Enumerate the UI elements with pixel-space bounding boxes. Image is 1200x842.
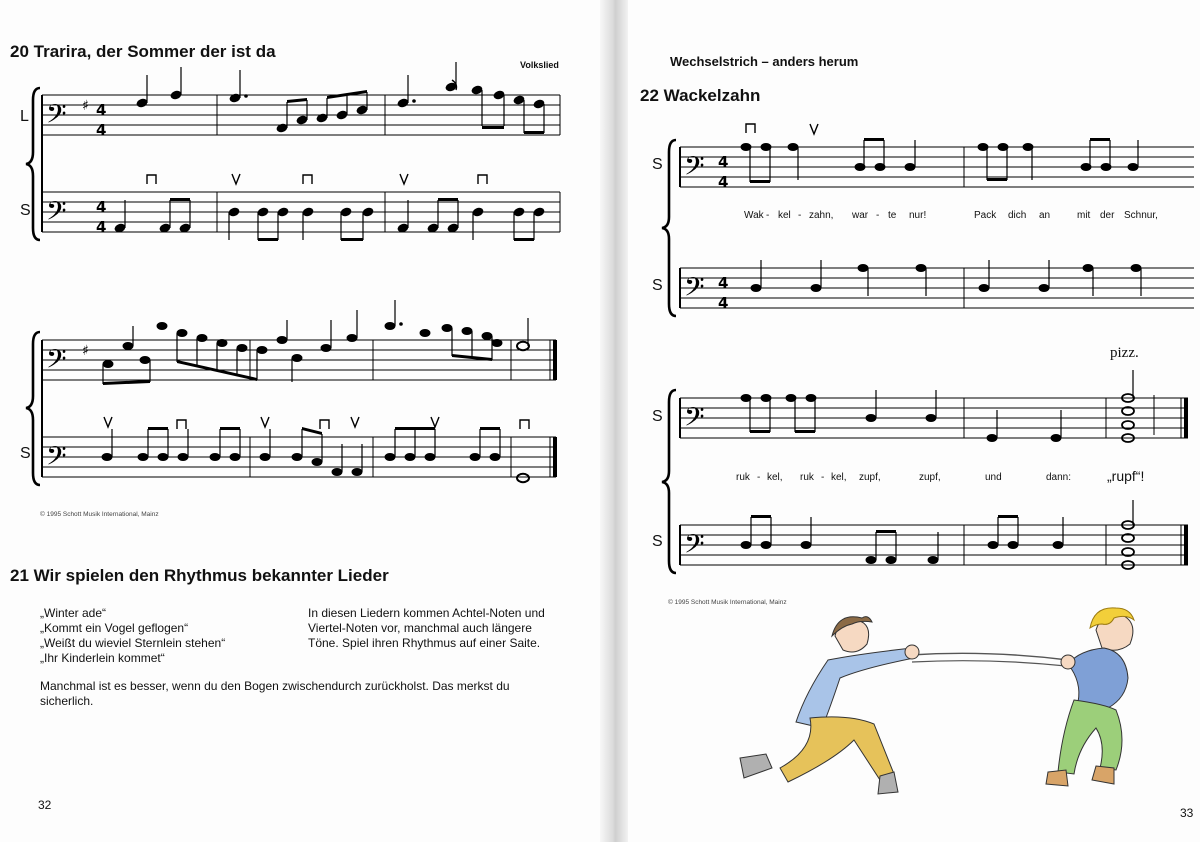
svg-text:4: 4: [96, 101, 107, 119]
copyright-notice: © 1995 Schott Musik International, Mainz: [40, 511, 159, 518]
text-line: sicherlich.: [40, 694, 94, 708]
svg-text:4: 4: [96, 121, 107, 139]
song-item: „Ihr Kinderlein kommet“: [40, 651, 165, 665]
staff-label: S: [652, 533, 663, 550]
svg-text:𝄢: 𝄢: [684, 401, 705, 439]
svg-text:𝄢: 𝄢: [46, 343, 67, 381]
staff-label: L: [20, 108, 29, 125]
exercise-number: 21: [10, 566, 29, 585]
tug-of-war-illustration: [628, 0, 1200, 842]
text-line: In diesen Liedern kommen Achtel-Noten und: [308, 606, 545, 620]
song-item: „Weißt du wieviel Sternlein stehen“: [40, 636, 226, 650]
copyright-notice: © 1995 Schott Musik International, Mainz: [668, 599, 787, 606]
staff-label: S: [652, 156, 663, 173]
svg-text:𝄢: 𝄢: [684, 528, 705, 566]
song-item: „Kommt ein Vogel geflogen“: [40, 621, 189, 635]
lyric-hyphen: -: [766, 210, 770, 221]
lyric-syllable: Wak: [744, 210, 764, 221]
svg-text:4: 4: [718, 153, 729, 171]
svg-text:𝄢: 𝄢: [684, 150, 705, 188]
book-gutter: [600, 0, 628, 842]
song-origin: Volkslied: [520, 60, 559, 70]
lyric-syllable: an: [1039, 210, 1051, 221]
song-list: [40, 606, 225, 666]
lyric-syllable: ruk: [800, 472, 814, 483]
lyric-hyphen: -: [876, 210, 880, 221]
svg-text:4: 4: [96, 198, 107, 216]
lyric-syllable: zupf,: [859, 472, 881, 483]
svg-text:♯: ♯: [82, 343, 89, 359]
lyric-syllable: war: [852, 210, 869, 221]
svg-text:4: 4: [718, 274, 729, 292]
lyric-syllable: mit: [1077, 210, 1091, 221]
exercise-21-explanation: [308, 606, 545, 651]
lyric-syllable: zahn,: [809, 210, 834, 221]
svg-text:4: 4: [718, 173, 729, 191]
svg-text:𝄢: 𝄢: [46, 440, 67, 478]
lyric-hyphen: -: [757, 472, 761, 483]
staff-label: S: [652, 277, 663, 294]
text-line: Manchmal ist es besser, wenn du den Bogen zwischendurch zurückholst. Das merkst du: [40, 679, 510, 693]
lyric-hyphen: -: [821, 472, 825, 483]
lyric-syllable: kel,: [767, 472, 783, 483]
exercise-21-heading: [10, 566, 389, 586]
svg-text:𝄢: 𝄢: [684, 271, 705, 309]
staff-label: S: [652, 408, 663, 425]
shout-text: „rupf“!: [1107, 468, 1145, 484]
bow-hint: [40, 679, 510, 709]
lyric-syllable: dann:: [1046, 472, 1072, 483]
page-number: 32: [38, 798, 52, 812]
exercise-title: Wir spielen den Rhythmus bekannter Lieder: [33, 566, 389, 585]
svg-text:4: 4: [718, 294, 729, 312]
lyric-hyphen: -: [798, 210, 802, 221]
right-boy-figure: [1046, 608, 1134, 786]
right-page: [628, 0, 1200, 842]
svg-text:𝄢: 𝄢: [46, 195, 67, 233]
svg-text:♯: ♯: [82, 98, 89, 114]
exercise-number: 20: [10, 42, 29, 61]
staff-label: S: [20, 202, 31, 219]
left-boy-figure: [740, 617, 919, 794]
text-line: Töne. Spiel ihren Rhythmus auf einer Saite.: [308, 636, 541, 650]
lyric-syllable: te: [888, 210, 897, 221]
staff-label: S: [20, 445, 31, 462]
lyric-syllable: zupf,: [919, 472, 941, 483]
svg-text:𝄢: 𝄢: [46, 98, 67, 136]
text-line: Viertel-Noten vor, manchmal auch längere: [308, 621, 532, 635]
lyric-syllable: kel: [778, 210, 791, 221]
lyric-syllable: Schnur,: [1124, 210, 1158, 221]
song-item: „Winter ade“: [40, 606, 107, 620]
lyric-syllable: ruk: [736, 472, 750, 483]
svg-text:4: 4: [96, 218, 107, 236]
exercise-number: 22: [640, 86, 659, 105]
lyric-syllable: nur!: [909, 210, 927, 221]
pizzicato-marking: pizz.: [1110, 345, 1139, 361]
lyric-syllable: dich: [1008, 210, 1027, 221]
lyric-syllable: und: [985, 472, 1002, 483]
lyric-syllable: Pack: [974, 210, 997, 221]
page-number: 33: [1180, 806, 1194, 820]
lyric-syllable: der: [1100, 210, 1115, 221]
lyric-syllable: kel,: [831, 472, 847, 483]
exercise-title: Wackelzahn: [663, 86, 761, 105]
section-subtitle: Wechselstrich – anders herum: [670, 54, 859, 69]
exercise-title: Trarira, der Sommer der ist da: [33, 42, 276, 61]
